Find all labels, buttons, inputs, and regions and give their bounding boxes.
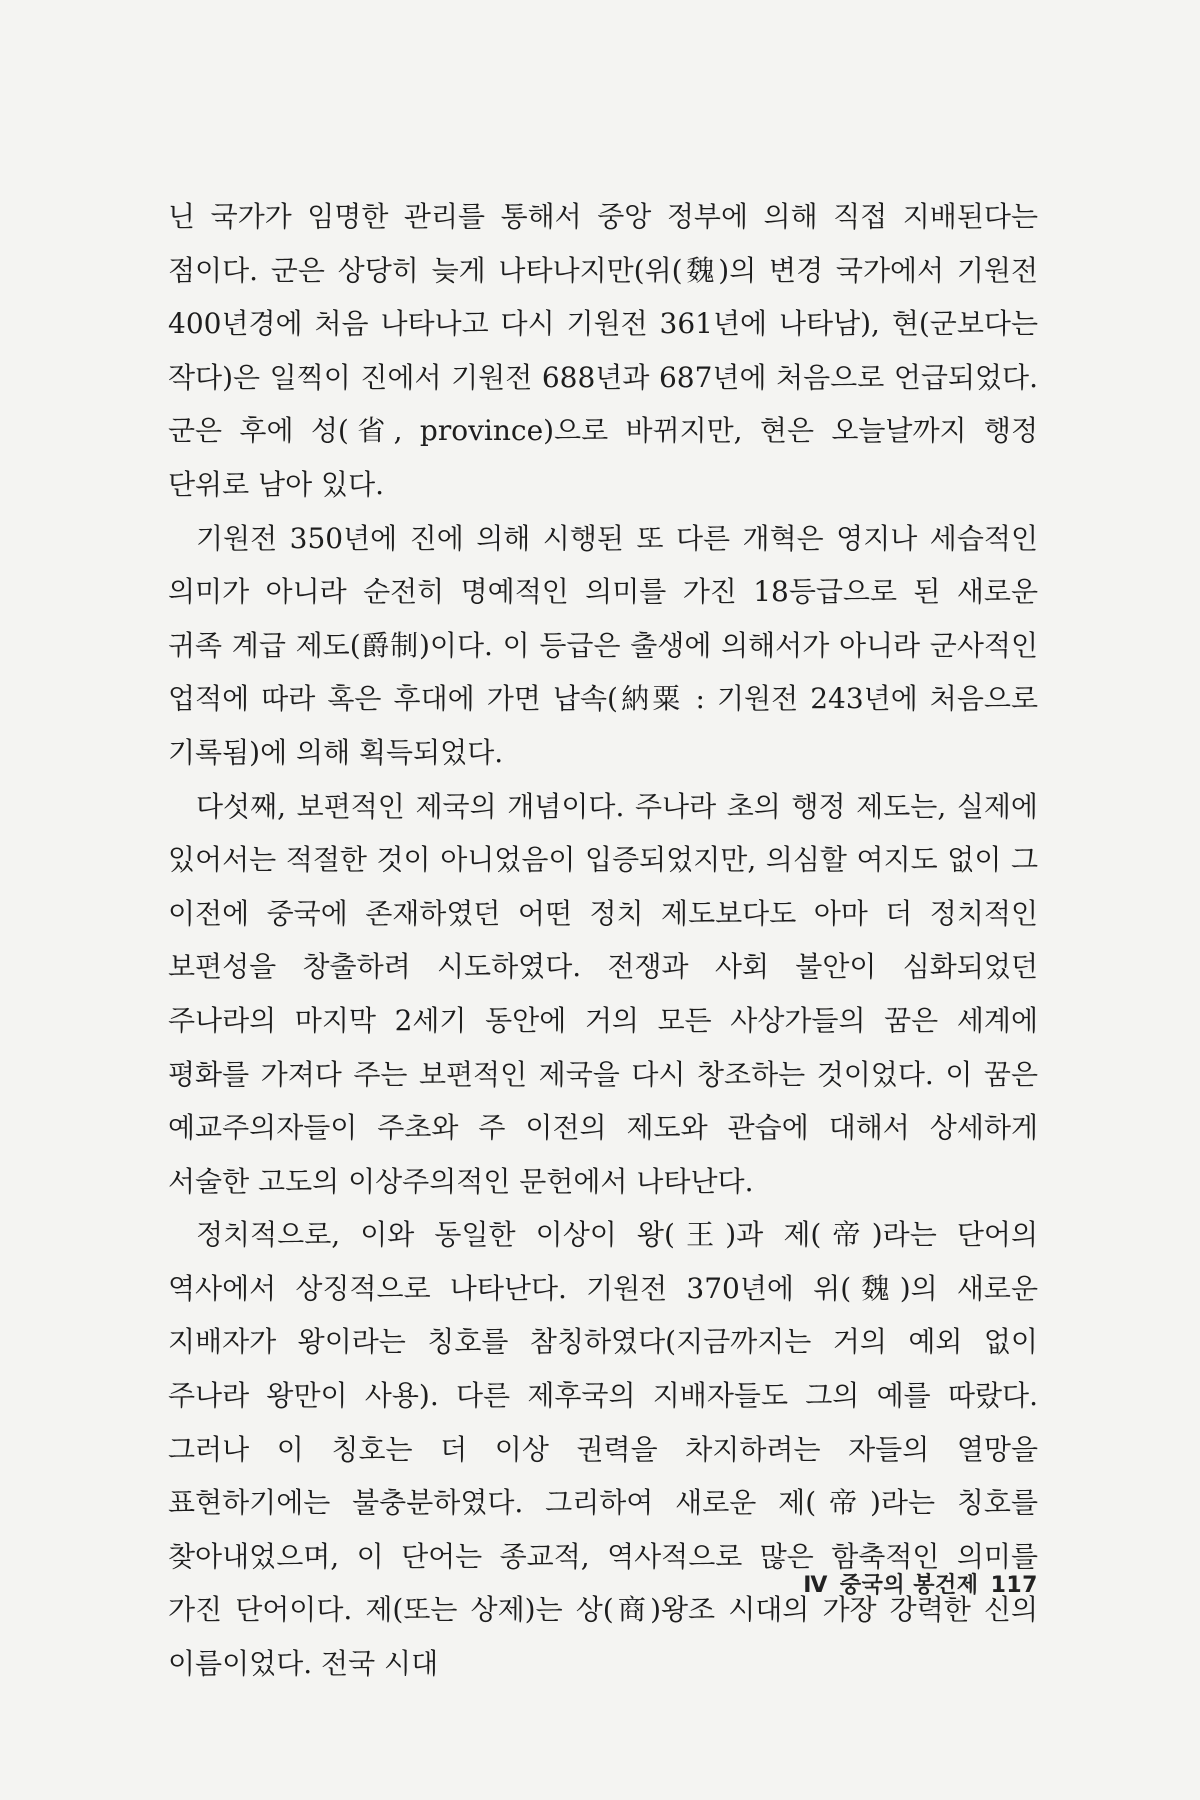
running-footer xyxy=(760,1568,1038,1599)
page-number: 117 xyxy=(990,1573,1038,1598)
chapter-title: 중국의 봉건제 xyxy=(839,1573,979,1598)
paragraph-1: 닌 국가가 임명한 관리를 통해서 중앙 정부에 의해 직접 지배된다는 점이다. 군은 상당히 늦게 나타나지만(위(魏)의 변경 국가에서 기원전 400년경에 처음 나타나고 다시 기원전 361년에 나타남), 현(군보다는 작다)은 일찍이 진에서 기원전 688년과 687년에 처음으로 언급되었다. 군은 후에 성(省, province)으로 바뀌지만, 현은 오늘날까지 행정 단위로 남아 있다. xyxy=(168,200,1038,501)
paragraph-2: 기원전 350년에 진에 의해 시행된 또 다른 개혁은 영지나 세습적인 의미가 아니라 순전히 명예적인 의미를 가진 18등급으로 된 새로운 귀족 계급 제도(爵制)이다. 이 등급은 출생에 의해서가 아니라 군사적인 업적에 따라 혹은 후대에 가면 납속(納粟 : 기원전 243년에 처음으로 기록됨)에 의해 획득되었다. xyxy=(168,521,1038,769)
body-text xyxy=(168,190,1038,1691)
chapter-number: Ⅳ xyxy=(803,1573,828,1598)
paragraph-4: 정치적으로, 이와 동일한 이상이 왕(王)과 제(帝)라는 단어의 역사에서 상징적으로 나타난다. 기원전 370년에 위(魏)의 새로운 지배자가 왕이라는 칭호를 참칭하였다(지금까지는 거의 예외 없이 주나라 왕만이 사용). 다른 제후국의 지배자들도 그의 예를 따랐다. 그러나 이 칭호는 더 이상 권력을 차지하려는 자들의 열망을 표현하기에는 불충분하였다. 그리하여 새로운 제(帝)라는 칭호를 찾아내었으며, 이 단어는 종교적, 역사적으로 많은 함축적인 의미를 가진 단어이다. 제(또는 상제)는 상(商)왕조 시대의 가장 강력한 신의 이름이었다. 전국 시대 xyxy=(168,1218,1038,1681)
paragraph-3: 다섯째, 보편적인 제국의 개념이다. 주나라 초의 행정 제도는, 실제에 있어서는 적절한 것이 아니었음이 입증되었지만, 의심할 여지도 없이 그 이전에 중국에 존재하였던 어떤 정치 제도보다도 아마 더 정치적인 보편성을 창출하려 시도하였다. 전쟁과 사회 불안이 심화되었던 주나라의 마지막 2세기 동안에 거의 모든 사상가들의 꿈은 세계에 평화를 가져다 주는 보편적인 제국을 다시 창조하는 것이었다. 이 꿈은 예교주의자들이 주초와 주 이전의 제도와 관습에 대해서 상세하게 서술한 고도의 이상주의적인 문헌에서 나타난다. xyxy=(168,789,1038,1198)
